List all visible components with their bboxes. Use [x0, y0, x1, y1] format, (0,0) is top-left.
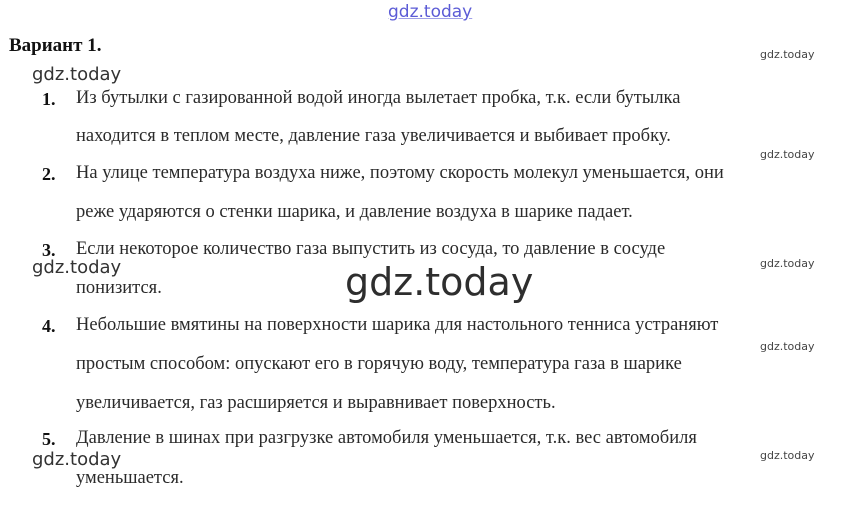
item-text-line: На улице температура воздуха ниже, поэтому скорость молекул уменьшается, они [76, 163, 724, 183]
watermark-small: gdz.today [760, 257, 815, 270]
watermark-medium: gdz.today [32, 64, 122, 85]
page-title: Вариант 1. [9, 35, 102, 56]
item-text-line: увеличивается, газ расширяется и выравнивает поверхность. [76, 393, 556, 413]
item-text-line: находится в теплом месте, давление газа увеличивается и выбивает пробку. [76, 126, 671, 146]
item-text-line: простым способом: опускают его в горячую воду, температура газа в шарике [76, 354, 682, 374]
item-number: 5. [42, 429, 56, 449]
item-number: 1. [42, 89, 56, 109]
item-text-line: Небольшие вмятины на поверхности шарика для настольного тенниса устраняют [76, 315, 719, 335]
watermark-small: gdz.today [760, 340, 815, 353]
item-text-line: уменьшается. [76, 468, 184, 488]
watermark-small: gdz.today [760, 148, 815, 161]
watermark-medium: gdz.today [32, 449, 122, 470]
watermark-small: gdz.today [760, 449, 815, 462]
item-text-line: Из бутылки с газированной водой иногда вылетает пробка, т.к. если бутылка [76, 88, 681, 108]
item-number: 2. [42, 164, 56, 184]
item-text-line: Давление в шинах при разгрузке автомобиля уменьшается, т.к. вес автомобиля [76, 428, 697, 448]
item-text-line: реже ударяются о стенки шарика, и давление воздуха в шарике падает. [76, 202, 633, 222]
item-text-line: понизится. [76, 278, 162, 298]
item-number: 4. [42, 316, 56, 336]
watermark-big: gdz.today [345, 260, 534, 304]
item-number: 3. [42, 240, 56, 260]
watermark-small: gdz.today [760, 48, 815, 61]
item-text-line: Если некоторое количество газа выпустить из сосуда, то давление в сосуде [76, 239, 666, 259]
watermark-top: gdz.today [388, 2, 473, 22]
watermark-medium: gdz.today [32, 257, 122, 278]
